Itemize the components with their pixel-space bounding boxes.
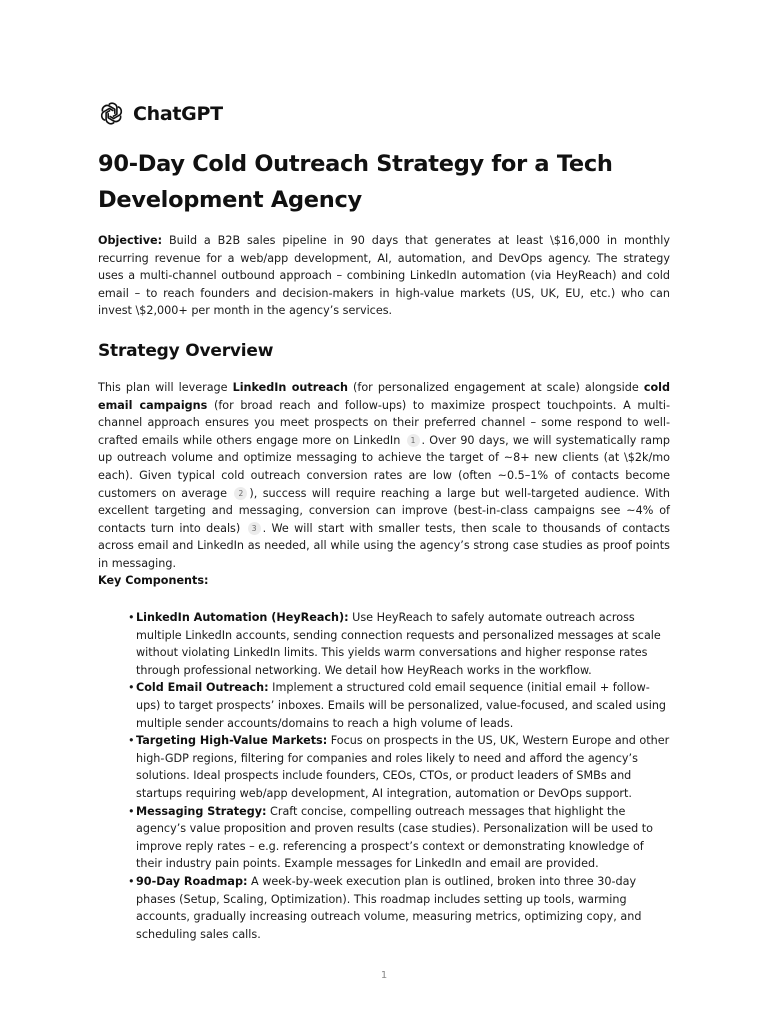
objective-paragraph — [98, 232, 670, 320]
list-item-text: A week-by-week execution plan is outlined, broken into three 30-day phases (Setup, Scaling, Optimization). This roadmap includes setting up tools, warming accounts, gradually increasing outreach volume, measuring metrics, optimizing copy, and scheduling sales calls. — [136, 874, 642, 941]
list-item-label: Targeting High-Value Markets: — [136, 734, 328, 748]
list-item-label: LinkedIn Automation (HeyReach): — [136, 611, 349, 624]
bullet-icon: • — [128, 804, 135, 818]
list-item-text: Implement a structured cold email sequence (initial email + follow-ups) to target prospects’ inboxes. Emails will be personalized, value-focused, and scaled using multiple sender accounts/domains to reach a high volume of leads. — [136, 681, 667, 730]
overview-text: ), success will require reaching a large but well-targeted audience. With excellent targeting and messaging, conversion can improve (best-in-class campaigns see ~4% of contacts turn into deals) — [98, 486, 670, 535]
overview-text: (for personalized engagement at scale) alongside — [348, 381, 644, 394]
overview-text: . We will start with smaller tests, then scale to thousands of contacts across email and LinkedIn as needed, all while using the agency’s strong case studies as proof points in messaging. — [98, 521, 670, 570]
overview-text: . Over 90 days, we will systematically ramp up outreach volume and optimize messaging to achieve the target of ~8+ new clients (at \$2k/mo each). Given typical cold outreach conversion rates are low (often ~0.5–1% of contacts become customers on average — [98, 433, 670, 500]
strategy-overview-paragraph — [98, 379, 670, 573]
key-components-list — [128, 609, 670, 943]
brand-name: ChatGPT — [133, 102, 223, 125]
bullet-icon: • — [128, 734, 135, 748]
overview-bold: LinkedIn outreach — [232, 381, 348, 394]
list-item-text: Craft concise, compelling outreach messages that highlight the agency’s value proposition and proven results (case studies). Personalization will be used to improve reply rates – e.g. referencing a prospect’s context or demonstrating knowledge of their industry pain points. Example messages for LinkedIn and email are provided. — [136, 804, 653, 871]
citation-badge[interactable]: 2 — [234, 487, 247, 500]
list-item-label: Cold Email Outreach: — [136, 681, 269, 695]
list-item-label: 90-Day Roadmap: — [136, 874, 248, 888]
openai-logo-icon — [98, 100, 125, 127]
bullet-icon: • — [128, 874, 135, 888]
list-item-text: Focus on prospects in the US, UK, Western Europe and other high-GDP regions, filtering for companies and roles likely to need and afford the agency’s solutions. Ideal prospects include founders, CEOs, CTOs, or product leaders of SMBs and startups requiring web/app development, AI integration, automation or DevOps support. — [136, 734, 670, 800]
list-item — [128, 803, 670, 873]
bullet-icon: • — [128, 681, 135, 695]
page-number: 1 — [380, 970, 388, 981]
document-title: 90-Day Cold Outreach Strategy for a Tech Development Agency — [98, 151, 613, 213]
overview-text: This plan will leverage — [98, 381, 233, 394]
citation-badge[interactable]: 3 — [248, 522, 261, 535]
brand-header — [98, 100, 223, 127]
citation-badge[interactable]: 1 — [407, 434, 420, 447]
overview-bold: cold email campaigns — [98, 381, 670, 412]
list-item — [128, 609, 670, 679]
objective-label: Objective: — [98, 234, 163, 247]
list-item-label: Messaging Strategy: — [136, 804, 267, 818]
objective-text: Build a B2B sales pipeline in 90 days that generates at least \$16,000 in monthly recurring revenue for a web/app development, AI, automation, and DevOps agency. The strategy uses a multi-channel outbound approach – combining LinkedIn automation (via HeyReach) and cold email – to reach founders and decision-makers in high-value markets (US, UK, EU, etc.) who can invest \$2,000+ per month in the agency’s services. — [98, 234, 670, 318]
list-item-text: Use HeyReach to safely automate outreach across multiple LinkedIn accounts, sending connection requests and personalized messages at scale without violating LinkedIn limits. This yields warm conversations and higher response rates through professional networking. We detail how HeyReach works in the workflow. — [136, 611, 661, 677]
bullet-icon: • — [128, 611, 135, 624]
key-components-heading: Key Components: — [98, 574, 209, 587]
list-item — [128, 732, 670, 802]
strategy-overview-heading: Strategy Overview — [98, 341, 274, 361]
list-item — [128, 873, 670, 943]
overview-text: (for broad reach and follow-ups) to maximize prospect touchpoints. A multi-channel approach ensures you meet prospects on their preferred channel – some respond to well-crafted emails while others engage more on LinkedIn — [98, 398, 670, 447]
list-item — [128, 679, 670, 732]
